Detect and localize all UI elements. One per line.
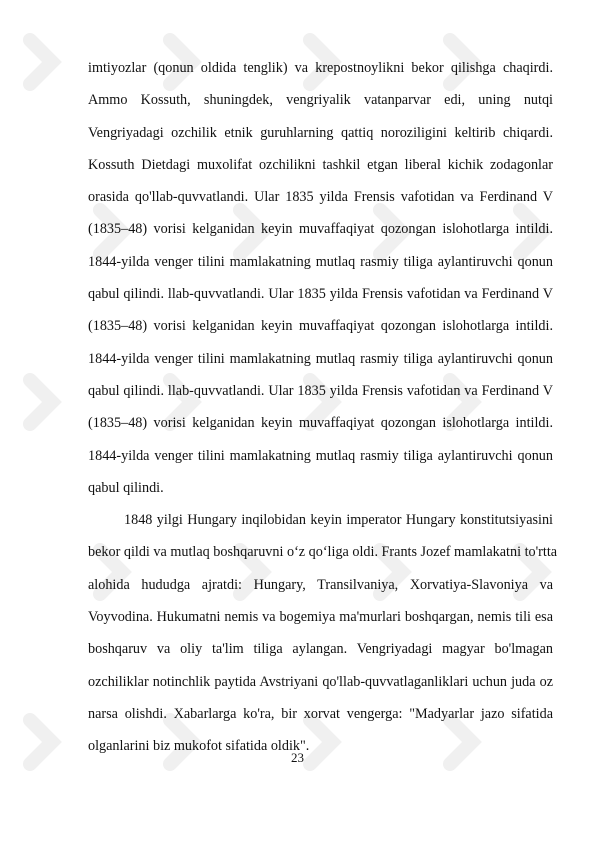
text-line: 1844-yilda venger tilini mamlakatning mutlaq rasmiy tiliga aylantiruvchi qonun — [88, 350, 553, 367]
paragraph-end-line: olganlarini biz mukofot sifatida oldik". — [88, 738, 310, 755]
paragraph-first-line: 1848 yilgi Hungary inqilobidan keyin imperator Hungary konstitutsiyasini — [124, 512, 553, 529]
text-line: narsa olishdi. Xabarlarga ko'ra, bir xorvat vengerga: "Madyarlar jazo sifatida — [88, 705, 553, 722]
text-line: qabul qilindi. llab-quvvatlandi. Ular 1835 yilda Frensis vafotidan va Ferdinand V — [88, 382, 553, 399]
text-line: ozchiliklar notinchlik paytida Avstriyani qo'llab-quvvatlaganliklari uchun juda oz — [88, 673, 553, 690]
text-line: imtiyozlar (qonun oldida tenglik) va krepostnoylikni bekor qilishga chaqirdi. — [88, 60, 553, 76]
text-line: orasida qo'llab-quvvatlandi. Ular 1835 yilda Frensis vafotidan va Ferdinand V — [88, 189, 553, 206]
text-line: boshqaruv va oliy ta'lim tiliga aylangan. Vengriyadagi magyar bo'lmagan — [88, 641, 553, 658]
text-line: (1835–48) vorisi kelganidan keyin muvaffaqiyat qozongan islohotlarga intildi. — [88, 415, 553, 432]
text-line: bekor qildi va mutlaq boshqaruvni o‘z qo‘liga oldi. Frants Jozef mamlakatni to'rtta — [88, 544, 558, 561]
text-line: Vengriyadagi ozchilik etnik guruhlarning qattiq noroziligini keltirib chiqardi. — [88, 124, 553, 141]
body-text — [88, 52, 558, 763]
text-line: qabul qilindi. llab-quvvatlandi. Ular 1835 yilda Frensis vafotidan va Ferdinand V — [88, 286, 553, 303]
text-line: alohida hududga ajratdi: Hungary, Transilvaniya, Xorvatiya-Slavoniya va — [88, 576, 553, 593]
text-line: 1844-yilda venger tilini mamlakatning mutlaq rasmiy tiliga aylantiruvchi qonun — [88, 447, 553, 464]
text-line: 1844-yilda venger tilini mamlakatning mutlaq rasmiy tiliga aylantiruvchi qonun — [88, 253, 553, 270]
text-line: (1835–48) vorisi kelganidan keyin muvaffaqiyat qozongan islohotlarga intildi. — [88, 221, 553, 238]
text-line: Voyvodina. Hukumatni nemis va bogemiya ma'murlari boshqargan, nemis tili esa — [88, 609, 553, 626]
page-number: 23 — [291, 750, 304, 765]
text-line: Ammo Kossuth, shuningdek, vengriyalik vatanparvar edi, uning nutqi — [88, 92, 553, 109]
paragraph-end-line: qabul qilindi. — [88, 479, 164, 496]
text-line: (1835–48) vorisi kelganidan keyin muvaffaqiyat qozongan islohotlarga intildi. — [88, 318, 553, 335]
text-line: Kossuth Dietdagi muxolifat ozchilikni tashkil etgan liberal kichik zodagonlar — [88, 156, 553, 173]
